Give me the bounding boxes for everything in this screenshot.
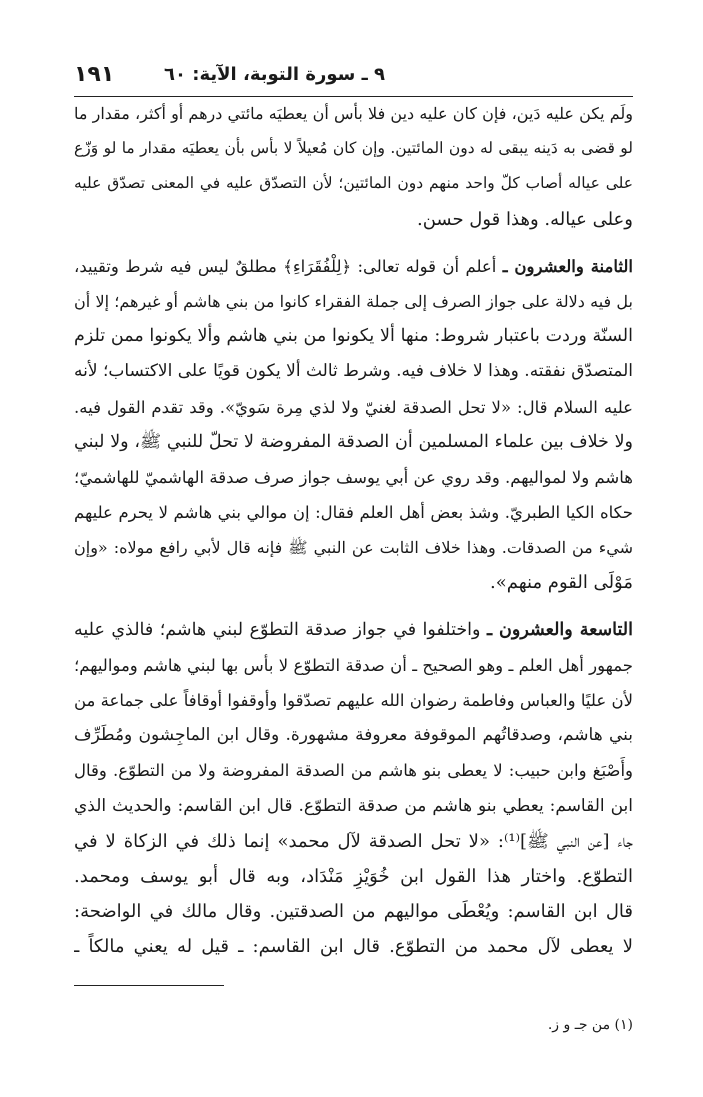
- text-line: هاشم ولا لمواليهم. وقد روي عن أبي يوسف جواز صرف صدقة الهاشميّ للهاشميّ؛: [74, 467, 633, 487]
- body-text: [74, 96, 633, 965]
- section-heading: الثامنة والعشرون ـ: [502, 256, 633, 276]
- paragraph: [74, 613, 633, 965]
- text-line: بل فيه دلالة على جواز الصرف إلى جملة الفقراء كانوا من بني هاشم أو غيرهم؛ إلا أن: [74, 291, 633, 311]
- page-header: [74, 58, 633, 94]
- text-line: قال ابن القاسم: ويُعْطَى مواليهم من الصدقتين. وقال مالك في الواضحة:: [74, 901, 633, 923]
- text-line: التطوّع. واختار هذا القول ابن خُوَيْزِ مَنْدَاد، وبه قال أبو يوسف ومحمد.: [74, 865, 633, 887]
- text-line: بني هاشم، وصدقاتُهم الموقوفة معروفة مشهورة. وقال ابن الماجِشون ومُطَرِّف: [74, 725, 633, 746]
- paragraph: [74, 249, 633, 601]
- text-line: عليه السلام قال: «لا تحل الصدقة لغنيّ ولا لذي مِرة سَويّ». وقد تقدم القول فيه.: [74, 397, 633, 417]
- running-title: ٩ ـ سورة التوبة، الآية: ٦٠: [164, 64, 385, 85]
- text-line: [74, 249, 633, 284]
- text-line: ابن القاسم: يعطي بنو هاشم من صدقة التطوّع. قال ابن القاسم: والحديث الذي: [74, 795, 633, 816]
- text-line: [74, 613, 633, 648]
- paragraph: [74, 96, 633, 237]
- text-line: السنّة وردت باعتبار شروط: منها ألا يكونوا من بني هاشم وألا يكونوا ممن تلزم: [74, 326, 633, 347]
- text-line: شيء من الصدقات. وهذا خلاف الثابت عن النبي ﷺ فإنه قال لأبي رافع مولاه: «وإن: [74, 538, 633, 558]
- text-line: حكاه الكيا الطبريّ. وشذ بعض أهل العلم فقال: إن موالي بني هاشم لا يحرم عليهم: [74, 503, 633, 523]
- text-line: المتصدّق نفقته. وهذا لا خلاف فيه. وشرط ثالث ألا يكون قويًا على الاكتساب؛ لأنه: [74, 361, 633, 382]
- text-line: ولَم يكن عليه دَين، فإن كان عليه دين فلا بأس أن يعطيَه مائتي درهم أو أكثر، مقدار ما: [74, 104, 633, 123]
- page-number: ١٩١: [74, 62, 115, 87]
- text-line: وعلى عياله. وهذا قول حسن.: [416, 208, 633, 230]
- section-heading: التاسعة والعشرون ـ: [486, 619, 633, 640]
- footnote: (١) من جـ و ز.: [547, 1017, 633, 1033]
- text-line: على عياله أصاب كلّ واحد منهم دون المائتين؛ لأن التصدّق عليه في المعنى تصدّق عليه: [74, 174, 633, 193]
- text-line: جاء [عن النبي ﷺ]⁽¹⁾: «لا تحل الصدقة لآل محمد» إنما ذلك في الزكاة لا في: [74, 830, 633, 852]
- text-line: جمهور أهل العلم ـ وهو الصحيح ـ أن صدقة التطوّع لا بأس بها لبني هاشم ومواليهم؛: [74, 655, 633, 675]
- text-span: واختلفوا في جواز صدقة التطوّع لبني هاشم؛ فالذي عليه: [74, 619, 481, 640]
- text-line: لو قضى به دَينه يبقى له دون المائتين. وإن كان مُعيلاً لا بأس بأن يعطيَه مقدار ما لو وَزّع: [74, 139, 633, 158]
- text-line: لأن عليًا والعباس وفاطمة رضوان الله عليهم تصدّقوا وأوقفوا أوقافاً على جماعة من: [74, 691, 633, 710]
- text-span: أعلم أن قوله تعالى: ﴿لِلْفُقَرَاءِ﴾ مطلقٌ ليس فيه شرط وتقييد،: [74, 256, 497, 276]
- text-line: ولا خلاف بين علماء المسلمين أن الصدقة المفروضة لا تحلّ للنبي ﷺ، ولا لبني: [74, 431, 633, 452]
- text-line: مَوْلَى القوم منهم».: [490, 572, 633, 594]
- text-line: لا يعطى لآل محمد من التطوّع. قال ابن القاسم: ـ قيل له يعني مالكاً ـ: [74, 936, 633, 958]
- footnote-divider: [74, 985, 224, 986]
- text-line: وأَصْبَغ وابن حبيب: لا يعطى بنو هاشم من الصدقة المفروضة ولا من التطوّع. وقال: [74, 761, 633, 781]
